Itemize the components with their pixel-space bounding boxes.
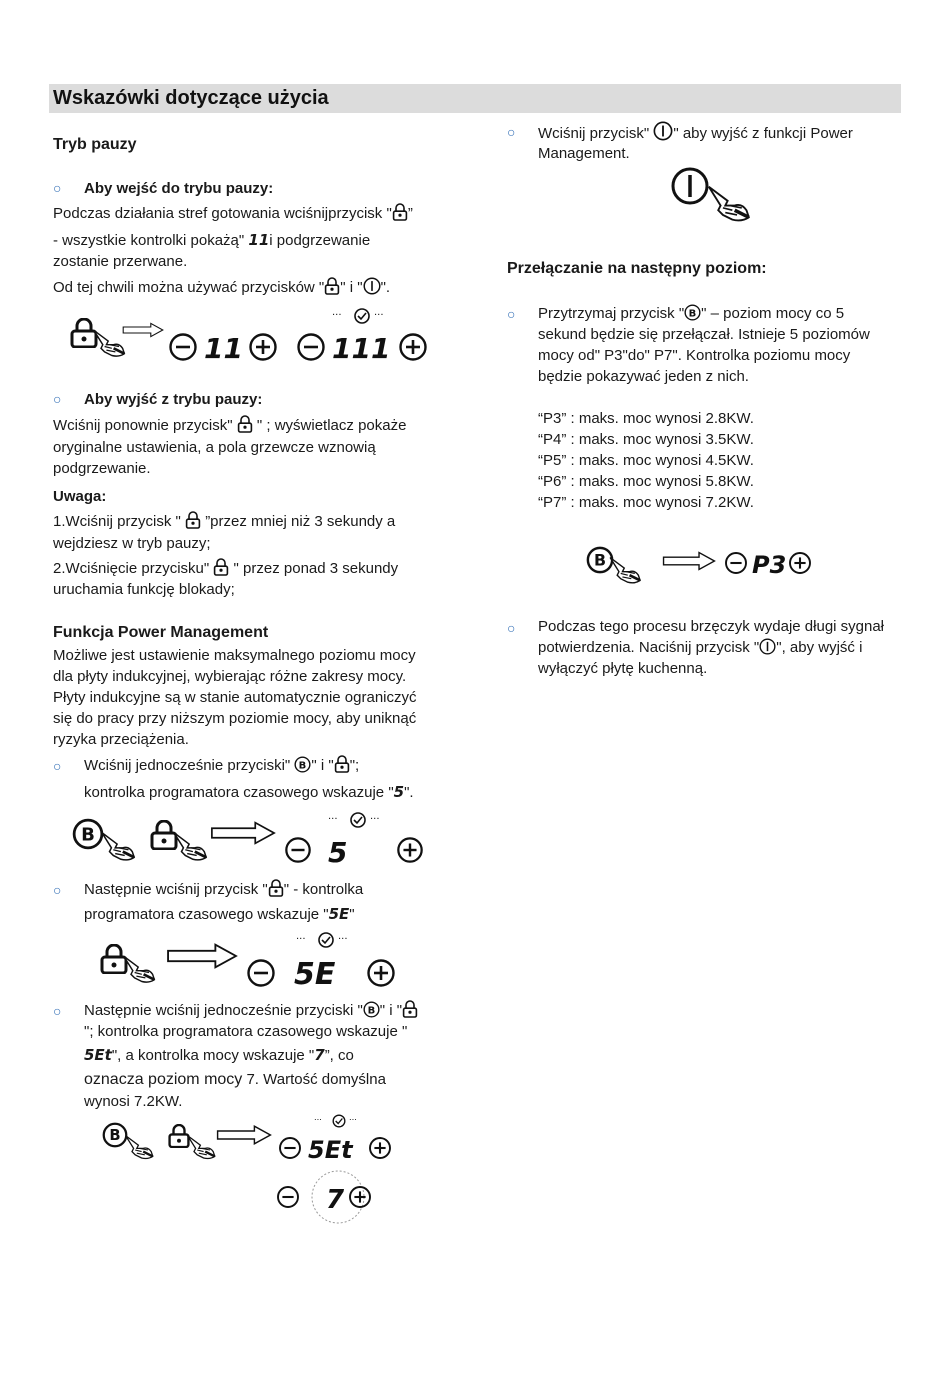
timer-icon [296, 933, 348, 947]
power-icon [363, 277, 381, 295]
end-line3: wyłączyć płytę kuchenną. [538, 660, 708, 677]
arrow-icon [123, 323, 163, 336]
lock-icon [334, 755, 350, 773]
power-figure-2 [100, 928, 400, 992]
exit-power-line1: Wciśnij przycisk" " aby wyjść z funkcji Power [538, 121, 853, 144]
note1-line2: wejdziesz w tryb pauzy; [53, 535, 211, 552]
level-p5: “P5” : maks. moc wynosi 4.5KW. [538, 452, 754, 469]
level-p6: “P6” : maks. moc wynosi 5.8KW. [538, 473, 754, 490]
exit-power-line2: Management. [538, 145, 630, 162]
power-step3-line5: wynosi 7.2KW. [84, 1093, 183, 1110]
timer-icon [328, 813, 380, 827]
display-s: 5 [328, 836, 348, 869]
lock-icon [268, 879, 284, 897]
plus-button-icon [251, 335, 276, 360]
hold-line3: mocy od" P3"do" P7". Kontrolka poziomu mocy [538, 347, 851, 364]
pause-enter-line1: Podczas działania stref gotowania wciśnijprzycisk " ” [53, 205, 413, 222]
power-p2: dla płyty indukcyjnej, wybierając różne zakresy mocy. [53, 668, 407, 685]
pressing-hand-icon [102, 833, 134, 860]
end-line1: Podczas tego procesu brzęczyk wydaje długi sygnał [538, 618, 885, 635]
lock-icon [152, 821, 176, 849]
bullet-icon: ○ [53, 882, 62, 898]
b-button-icon [684, 304, 701, 321]
display-pause-value: 11 [248, 231, 270, 249]
lock-icon [102, 945, 126, 973]
minus-button-icon [278, 1187, 298, 1207]
pause-enter-line4: Od tej chwili można używać przycisków " " i " ". [53, 279, 391, 296]
lock-icon [185, 511, 201, 529]
b-button-icon [363, 1001, 380, 1018]
display-set: 5Et [308, 1136, 353, 1164]
b-button-icon [104, 1124, 127, 1147]
plus-button-icon [401, 335, 426, 360]
power-p1: Możliwe jest ustawienie maksymalnego poziomu mocy [53, 647, 416, 664]
display-timer: 111 [332, 332, 391, 365]
pause-exit-line2: oryginalne ustawienia, a pola grzewcze wznowią [53, 439, 376, 456]
minus-button-icon [249, 961, 274, 986]
power-p3: Płyty indukcyjne są w stanie automatycznie ograniczyć [53, 689, 417, 706]
b-button-icon [74, 820, 102, 848]
pressing-hand-icon [610, 558, 640, 583]
pause-enter-line2: - wszystkie kontrolki pokażą" 11i podgrzewanie [53, 231, 371, 249]
bullet-icon: ○ [53, 758, 62, 774]
pause-enter-line3: zostanie przerwane. [53, 253, 188, 270]
pressing-hand-icon [174, 833, 206, 860]
pressing-hand-icon [94, 330, 125, 356]
plus-button-icon [398, 838, 421, 861]
bullet-icon: ○ [53, 180, 62, 196]
power-figure-1 [72, 808, 432, 868]
hold-line2: sekund będzie się przełączał. Istnieje 5 poziomów [538, 326, 870, 343]
hold-line4: będzie pokazywać jeden z nich. [538, 368, 749, 385]
bullet-icon: ○ [507, 620, 516, 636]
hold-line1: Przytrzymaj przycisk " " – poziom mocy co 5 [538, 305, 845, 322]
timer-icon [332, 309, 384, 323]
bullet-icon: ○ [507, 306, 516, 322]
b-button-icon [294, 756, 311, 773]
power-step3-line3: 5Et", a kontrolka mocy wskazuje "7”, co [84, 1046, 354, 1064]
level-p3: “P3” : maks. moc wynosi 2.8KW. [538, 410, 754, 427]
power-p5: ryzyka przeciążenia. [53, 731, 189, 748]
lock-icon [213, 558, 229, 576]
pressing-hand-icon [188, 1136, 215, 1159]
power-step1-line1: Wciśnij jednocześnie przyciski" " i " "; [84, 757, 360, 774]
display-pause: 11 [204, 332, 243, 365]
display-s-inline: 5 [393, 783, 405, 801]
pause-figure [70, 302, 440, 365]
pressing-hand-icon [709, 187, 749, 221]
power-icon [759, 638, 776, 655]
arrow-icon [218, 1126, 271, 1144]
plus-button-icon [350, 1187, 370, 1207]
note-heading: Uwaga: [53, 488, 107, 505]
arrow-icon [168, 945, 236, 968]
end-line2: potwierdzenia. Naciśnij przycisk " ", aby wyjść i [538, 639, 863, 656]
power-step2-line1: Następnie wciśnij przycisk " " - kontrolka [84, 881, 364, 898]
pressing-hand-icon [126, 1136, 153, 1159]
minus-button-icon [171, 335, 196, 360]
display-se: 5E [294, 957, 336, 992]
b-button-icon [588, 548, 612, 572]
power-title: Funkcja Power Management [53, 624, 269, 641]
display-7: 7 [326, 1185, 345, 1215]
pressing-hand-icon [124, 956, 155, 982]
lock-icon [72, 319, 96, 347]
timer-icon [314, 1115, 357, 1127]
display-se-inline: 5E [328, 905, 350, 923]
bullet-icon: ○ [53, 391, 62, 407]
display-7-inline: 7 [314, 1046, 325, 1064]
bullet-icon: ○ [53, 1003, 62, 1019]
arrow-icon [212, 823, 274, 844]
power-icon [653, 121, 673, 141]
pause-exit-line3: podgrzewanie. [53, 460, 151, 477]
plus-button-icon [369, 961, 394, 986]
power-p4: się do pracy przy niższym poziomie mocy, aby uniknąć [53, 710, 417, 727]
level-p4: “P4” : maks. moc wynosi 3.5KW. [538, 431, 754, 448]
note2-line2: uruchamia funkcję blokady; [53, 581, 235, 598]
lock-icon [392, 203, 408, 221]
lock-icon [402, 1000, 418, 1018]
lock-icon [324, 277, 340, 295]
minus-button-icon [286, 838, 309, 861]
page-title: Wskazówki dotyczące użycia [53, 87, 329, 109]
minus-button-icon [726, 553, 746, 573]
power-step3-line4: oznacza poziom mocy 7. Wartość domyślna [84, 1071, 386, 1088]
next-level-title: Przełączanie na następny poziom: [507, 260, 767, 277]
power-icon [673, 169, 707, 203]
display-set-inline: 5Et [84, 1046, 112, 1064]
minus-button-icon [280, 1138, 300, 1158]
plus-button-icon [790, 553, 810, 573]
lock-icon [170, 1125, 189, 1147]
next-level-figure [586, 540, 826, 586]
power-step2-line2: programatora czasowego wskazuje "5E" [84, 905, 355, 923]
power-step3-line1: Następnie wciśnij jednocześnie przyciski " " i " [84, 1000, 418, 1021]
note1-line1: 1.Wciśnij przycisk " ”przez mniej niż 3 sekundy a [53, 513, 396, 530]
pause-exit-line1: Wciśnij ponownie przycisk" " ; wyświetlacz pokaże [53, 417, 407, 434]
power-figure-3 [102, 1112, 402, 1222]
power-step3-line2: "; kontrolka programatora czasowego wskazuje " [84, 1023, 408, 1040]
section-header [49, 84, 901, 113]
note2-line1: 2.Wciśnięcie przycisku" " przez ponad 3 sekundy [53, 560, 399, 577]
power-step1-line2: kontrolka programatora czasowego wskazuje "5". [84, 783, 414, 801]
plus-button-icon [370, 1138, 390, 1158]
bullet-icon: ○ [507, 124, 516, 140]
minus-button-icon [299, 335, 324, 360]
lock-icon [237, 415, 253, 433]
pause-title: Tryb pauzy [53, 136, 137, 153]
display-p3: P3 [752, 551, 787, 579]
pause-enter-heading: Aby wejść do trybu pauzy: [84, 180, 274, 197]
pause-exit-heading: Aby wyjść z trybu pauzy: [84, 391, 263, 408]
level-p7: “P7” : maks. moc wynosi 7.2KW. [538, 494, 754, 511]
exit-power-figure [670, 164, 760, 224]
arrow-icon [664, 553, 715, 570]
